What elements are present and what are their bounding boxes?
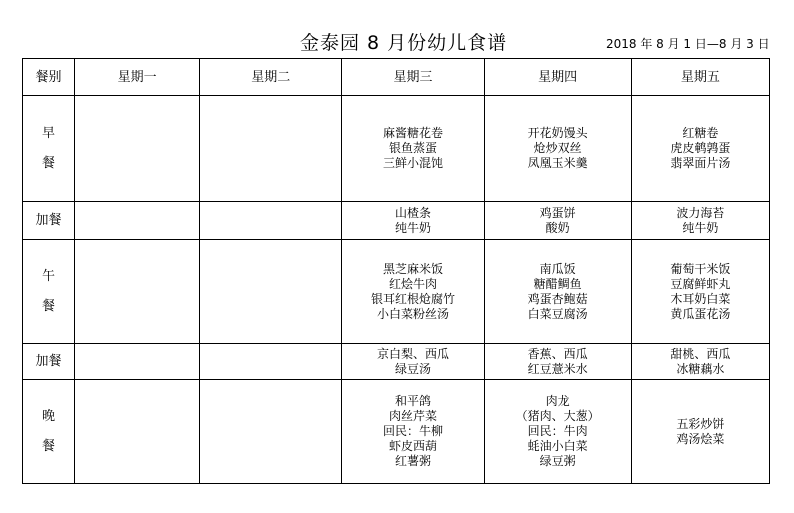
dish-name: 豆腐鲜虾丸 (670, 276, 731, 291)
menu-cell-thursday (484, 240, 631, 344)
dish-name: 炝炒双丝 (533, 141, 582, 155)
menu-cell-friday (631, 380, 769, 484)
dish-name: 冰糖藕水 (676, 361, 725, 376)
menu-cell-monday (75, 202, 200, 240)
dish-name: 红糖卷 (682, 126, 719, 140)
menu-cell-friday (631, 96, 769, 202)
dish-name: 绿豆汤 (394, 361, 431, 376)
table-row (23, 380, 770, 484)
menu-cell-tuesday (200, 344, 342, 380)
dish-name: 五彩炒饼 (676, 416, 725, 431)
meal-label-text: 餐 (42, 438, 56, 454)
dish-name: 香蕉、西瓜 (527, 346, 588, 361)
dish-name: 三鲜小混饨 (382, 156, 443, 170)
table-row (23, 240, 770, 344)
dish-name: 麻酱糖花卷 (382, 126, 443, 140)
dish-name: 纯牛奶 (682, 220, 719, 235)
dish-name: 回民：牛肉 (527, 424, 588, 438)
dish-name: 京白梨、西瓜 (376, 346, 449, 361)
meal-label (23, 344, 75, 380)
menu-cell-friday (631, 202, 769, 240)
dish-name: 鸡汤烩菜 (676, 431, 725, 446)
dish-name: 凤凰玉米羹 (527, 156, 588, 170)
table-row (23, 96, 770, 202)
dish-name: （猪肉、大葱） (515, 409, 600, 423)
menu-cell-tuesday (200, 96, 342, 202)
menu-cell-thursday (484, 96, 631, 202)
date-range: 2018 年 8 月 1 日—8 月 3 日 (606, 37, 770, 51)
column-header-thursday: 星期四 (484, 59, 631, 96)
dish-name: 银耳红根炝腐竹 (370, 291, 455, 306)
menu-cell-tuesday (200, 202, 342, 240)
menu-cell-wednesday (342, 344, 484, 380)
menu-body (23, 96, 770, 484)
dish-name: 黑芝麻米饭 (382, 261, 443, 276)
menu-cell-tuesday (200, 380, 342, 484)
dish-name: 糖醋鲷鱼 (533, 276, 582, 291)
meal-label-text: 加餐 (35, 213, 62, 228)
menu-cell-friday (631, 344, 769, 380)
dish-name: 回民：牛柳 (382, 424, 443, 438)
column-header-monday: 星期一 (75, 59, 200, 96)
menu-cell-thursday (484, 344, 631, 380)
menu-cell-monday (75, 240, 200, 344)
menu-cell-monday (75, 344, 200, 380)
table-row (23, 202, 770, 240)
dish-name: 木耳奶白菜 (670, 291, 731, 306)
dish-name: 葡萄干米饭 (670, 261, 731, 276)
meal-label (23, 380, 75, 484)
menu-cell-wednesday (342, 202, 484, 240)
column-header-wednesday: 星期三 (342, 59, 484, 96)
table-row (23, 344, 770, 380)
meal-label-text: 晚 (42, 408, 56, 424)
menu-cell-tuesday (200, 240, 342, 344)
dish-name: 肉龙 (545, 394, 570, 408)
meal-label (23, 240, 75, 344)
dish-name: 翡翠面片汤 (670, 156, 731, 170)
dish-name: 红烩牛肉 (388, 276, 437, 291)
menu-table (22, 58, 770, 484)
menu-cell-thursday (484, 202, 631, 240)
dish-name: 和平鸽 (394, 394, 431, 408)
dish-name: 纯牛奶 (394, 220, 431, 235)
menu-cell-thursday (484, 380, 631, 484)
menu-cell-wednesday (342, 380, 484, 484)
dish-name: 鸡蛋饼 (539, 205, 576, 220)
meal-label-text: 餐 (42, 155, 56, 171)
meal-label-text: 早 (42, 125, 56, 141)
dish-name: 白菜豆腐汤 (527, 306, 588, 321)
dish-name: 南瓜饭 (539, 261, 576, 276)
meal-label (23, 96, 75, 202)
dish-name: 鸡蛋杏鲍菇 (527, 291, 588, 306)
dish-name: 肉丝芹菜 (388, 409, 437, 423)
menu-cell-friday (631, 240, 769, 344)
menu-cell-wednesday (342, 96, 484, 202)
dish-name: 绿豆粥 (539, 454, 576, 468)
meal-label-text: 午 (42, 268, 56, 284)
menu-cell-wednesday (342, 240, 484, 344)
dish-name: 开花奶馒头 (527, 126, 588, 140)
page-title: 金泰园 8 月份幼儿食谱 (300, 32, 508, 54)
dish-name: 酸奶 (545, 220, 570, 235)
dish-name: 甜桃、西瓜 (670, 346, 731, 361)
dish-name: 虾皮西葫 (388, 439, 437, 453)
column-header-tuesday: 星期二 (200, 59, 342, 96)
meal-label (23, 202, 75, 240)
dish-name: 银鱼蒸蛋 (388, 141, 437, 155)
column-header-meal: 餐别 (23, 59, 75, 96)
dish-name: 小白菜粉丝汤 (376, 306, 449, 321)
menu-cell-monday (75, 380, 200, 484)
dish-name: 虎皮鹌鹑蛋 (670, 141, 731, 155)
dish-name: 红豆薏米水 (527, 361, 588, 376)
dish-name: 蚝油小白菜 (527, 439, 588, 453)
dish-name: 黄瓜蛋花汤 (670, 306, 731, 321)
meal-label-text: 加餐 (35, 354, 62, 369)
column-header-friday: 星期五 (631, 59, 769, 96)
dish-name: 波力海苔 (676, 205, 725, 220)
menu-cell-monday (75, 96, 200, 202)
header-row (23, 59, 770, 96)
meal-label-text: 餐 (42, 298, 56, 314)
dish-name: 山楂条 (394, 205, 431, 220)
dish-name: 红薯粥 (394, 454, 431, 468)
